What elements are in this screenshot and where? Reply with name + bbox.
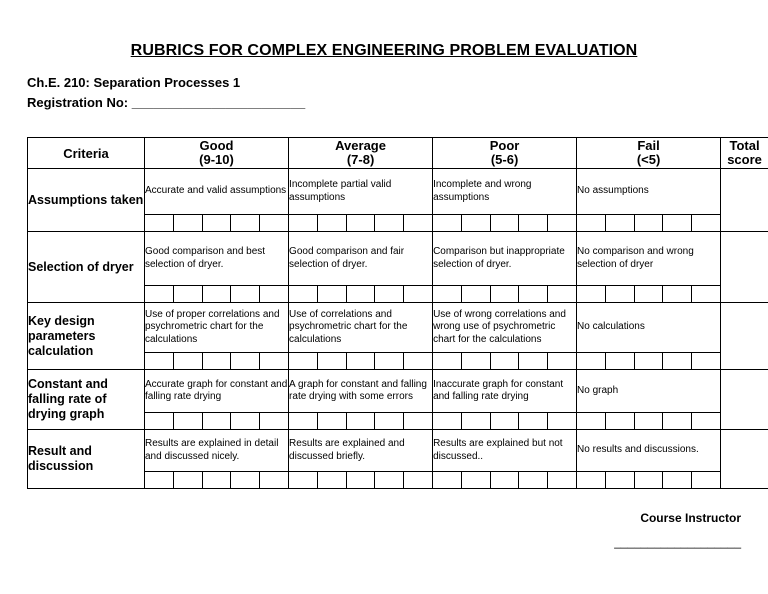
score-box[interactable] [548, 353, 577, 370]
rubric-table [27, 137, 768, 489]
score-box[interactable] [289, 472, 318, 489]
score-box[interactable] [461, 286, 490, 303]
score-box[interactable] [317, 353, 346, 370]
score-box[interactable] [145, 353, 174, 370]
score-box[interactable] [260, 472, 289, 489]
score-box[interactable] [461, 353, 490, 370]
score-box[interactable] [346, 353, 375, 370]
rubric-row [28, 169, 768, 215]
score-box[interactable] [692, 413, 721, 430]
score-box[interactable] [519, 215, 548, 232]
score-box[interactable] [634, 413, 663, 430]
score-box[interactable] [433, 413, 462, 430]
score-box[interactable] [260, 215, 289, 232]
score-box[interactable] [346, 472, 375, 489]
score-box[interactable] [404, 413, 433, 430]
score-box[interactable] [375, 286, 404, 303]
criteria-cell: Result and discussion [28, 430, 145, 489]
score-box[interactable] [519, 286, 548, 303]
score-box[interactable] [145, 286, 174, 303]
score-box[interactable] [490, 353, 519, 370]
score-box[interactable] [605, 472, 634, 489]
score-box[interactable] [202, 413, 231, 430]
criteria-cell: Constant and falling rate of drying graph [28, 370, 145, 430]
course-instructor-label: Course Instructor [640, 511, 741, 525]
score-box[interactable] [490, 215, 519, 232]
score-box[interactable] [346, 215, 375, 232]
total-score-cell[interactable] [721, 370, 768, 430]
score-box[interactable] [519, 353, 548, 370]
criteria-cell: Key design parameters calculation [28, 303, 145, 370]
score-label: score [727, 152, 762, 167]
score-box[interactable] [461, 413, 490, 430]
score-box[interactable] [692, 472, 721, 489]
poor-description: Results are explained but not discussed.. [433, 430, 577, 472]
fail-label: Fail [637, 138, 660, 153]
poor-description: Inaccurate graph for constant and falling rate drying [433, 370, 577, 413]
score-box[interactable] [173, 353, 202, 370]
poor-label: Poor [489, 138, 520, 153]
poor-range: (5-6) [490, 152, 519, 167]
score-box[interactable] [289, 413, 318, 430]
score-box[interactable] [663, 353, 692, 370]
score-box[interactable] [145, 215, 174, 232]
score-box[interactable] [202, 353, 231, 370]
registration-field: Registration No: ________________________ [27, 95, 306, 110]
score-box[interactable] [260, 413, 289, 430]
score-box[interactable] [375, 353, 404, 370]
score-box[interactable] [317, 413, 346, 430]
average-description: Use of correlations and psychrometric chart for the calculations [289, 303, 433, 353]
score-box[interactable] [634, 353, 663, 370]
score-box[interactable] [519, 413, 548, 430]
score-box[interactable] [548, 286, 577, 303]
fail-header [577, 138, 721, 169]
total-score-cell[interactable] [721, 430, 768, 489]
score-box[interactable] [173, 215, 202, 232]
average-label: Average [335, 138, 386, 153]
page-title: RUBRICS FOR COMPLEX ENGINEERING PROBLEM EVALUATION [130, 42, 638, 59]
good-label: Good [199, 138, 234, 153]
rubric-row [28, 370, 768, 413]
criteria-header: Criteria [28, 138, 145, 169]
good-description: Accurate graph for constant and falling rate drying [145, 370, 289, 413]
good-description: Good comparison and best selection of dryer. [145, 232, 289, 286]
course-name: Ch.E. 210: Separation Processes 1 [27, 75, 241, 90]
score-box[interactable] [634, 215, 663, 232]
score-box[interactable] [692, 215, 721, 232]
score-box[interactable] [692, 286, 721, 303]
score-box[interactable] [433, 286, 462, 303]
score-box[interactable] [375, 413, 404, 430]
score-box[interactable] [145, 413, 174, 430]
score-box[interactable] [605, 215, 634, 232]
criteria-cell: Assumptions taken [28, 169, 145, 232]
score-box[interactable] [490, 286, 519, 303]
header-row [28, 138, 768, 169]
score-box[interactable] [404, 353, 433, 370]
score-box[interactable] [634, 472, 663, 489]
poor-description: Incomplete and wrong assumptions [433, 169, 577, 215]
score-box[interactable] [461, 472, 490, 489]
score-box[interactable] [663, 286, 692, 303]
score-box[interactable] [663, 472, 692, 489]
good-range: (9-10) [199, 152, 234, 167]
total-score-cell[interactable] [721, 303, 768, 370]
score-box[interactable] [202, 215, 231, 232]
score-box[interactable] [433, 215, 462, 232]
score-box[interactable] [433, 353, 462, 370]
poor-header [433, 138, 577, 169]
score-box[interactable] [663, 215, 692, 232]
score-box[interactable] [404, 215, 433, 232]
score-box[interactable] [317, 472, 346, 489]
score-box[interactable] [577, 353, 606, 370]
score-box[interactable] [375, 472, 404, 489]
poor-description: Comparison but inappropriate selection of dryer. [433, 232, 577, 286]
signature-line: ___________________ [614, 535, 741, 549]
score-box[interactable] [404, 286, 433, 303]
score-box[interactable] [173, 286, 202, 303]
score-box[interactable] [231, 472, 260, 489]
score-box[interactable] [577, 413, 606, 430]
average-range: (7-8) [346, 152, 375, 167]
score-box[interactable] [663, 413, 692, 430]
fail-description: No calculations [577, 303, 721, 353]
average-header [289, 138, 433, 169]
good-header [145, 138, 289, 169]
score-box[interactable] [231, 413, 260, 430]
average-description: Good comparison and fair selection of dryer. [289, 232, 433, 286]
score-box[interactable] [605, 353, 634, 370]
score-box[interactable] [490, 413, 519, 430]
score-box[interactable] [375, 215, 404, 232]
score-box[interactable] [404, 472, 433, 489]
score-box[interactable] [577, 286, 606, 303]
score-box[interactable] [289, 215, 318, 232]
fail-description: No assumptions [577, 169, 721, 215]
score-box[interactable] [231, 286, 260, 303]
total-label: Total [729, 138, 760, 153]
good-description: Results are explained in detail and discussed nicely. [145, 430, 289, 472]
average-description: A graph for constant and falling rate drying with some errors [289, 370, 433, 413]
score-box[interactable] [202, 472, 231, 489]
score-box[interactable] [173, 472, 202, 489]
average-description: Results are explained and discussed briefly. [289, 430, 433, 472]
fail-description: No comparison and wrong selection of dryer [577, 232, 721, 286]
good-description: Use of proper correlations and psychrometric chart for the calculations [145, 303, 289, 353]
score-box[interactable] [461, 215, 490, 232]
score-box[interactable] [692, 353, 721, 370]
score-box[interactable] [519, 472, 548, 489]
score-box[interactable] [605, 286, 634, 303]
criteria-cell: Selection of dryer [28, 232, 145, 303]
score-box[interactable] [289, 353, 318, 370]
total-header [721, 138, 768, 169]
average-description: Incomplete partial valid assumptions [289, 169, 433, 215]
score-box[interactable] [346, 286, 375, 303]
fail-description: No graph [577, 370, 721, 413]
score-box[interactable] [289, 286, 318, 303]
rubric-row [28, 232, 768, 286]
total-score-cell[interactable] [721, 169, 768, 232]
poor-description: Use of wrong correlations and wrong use of psychrometric chart for the calculations [433, 303, 577, 353]
score-box[interactable] [433, 472, 462, 489]
total-score-cell[interactable] [721, 232, 768, 303]
score-box[interactable] [202, 286, 231, 303]
fail-description: No results and discussions. [577, 430, 721, 472]
score-box[interactable] [548, 413, 577, 430]
score-box[interactable] [605, 413, 634, 430]
score-box[interactable] [317, 286, 346, 303]
score-box[interactable] [548, 472, 577, 489]
score-box[interactable] [548, 215, 577, 232]
score-box[interactable] [577, 472, 606, 489]
score-box[interactable] [173, 413, 202, 430]
score-box[interactable] [145, 472, 174, 489]
score-box[interactable] [260, 353, 289, 370]
good-description: Accurate and valid assumptions [145, 169, 289, 215]
score-box[interactable] [490, 472, 519, 489]
score-box[interactable] [346, 413, 375, 430]
fail-range: (<5) [636, 152, 661, 167]
score-box[interactable] [231, 215, 260, 232]
rubric-row [28, 430, 768, 472]
score-box[interactable] [634, 286, 663, 303]
score-box[interactable] [317, 215, 346, 232]
score-box[interactable] [260, 286, 289, 303]
rubric-row [28, 303, 768, 353]
score-box[interactable] [577, 215, 606, 232]
score-box[interactable] [231, 353, 260, 370]
